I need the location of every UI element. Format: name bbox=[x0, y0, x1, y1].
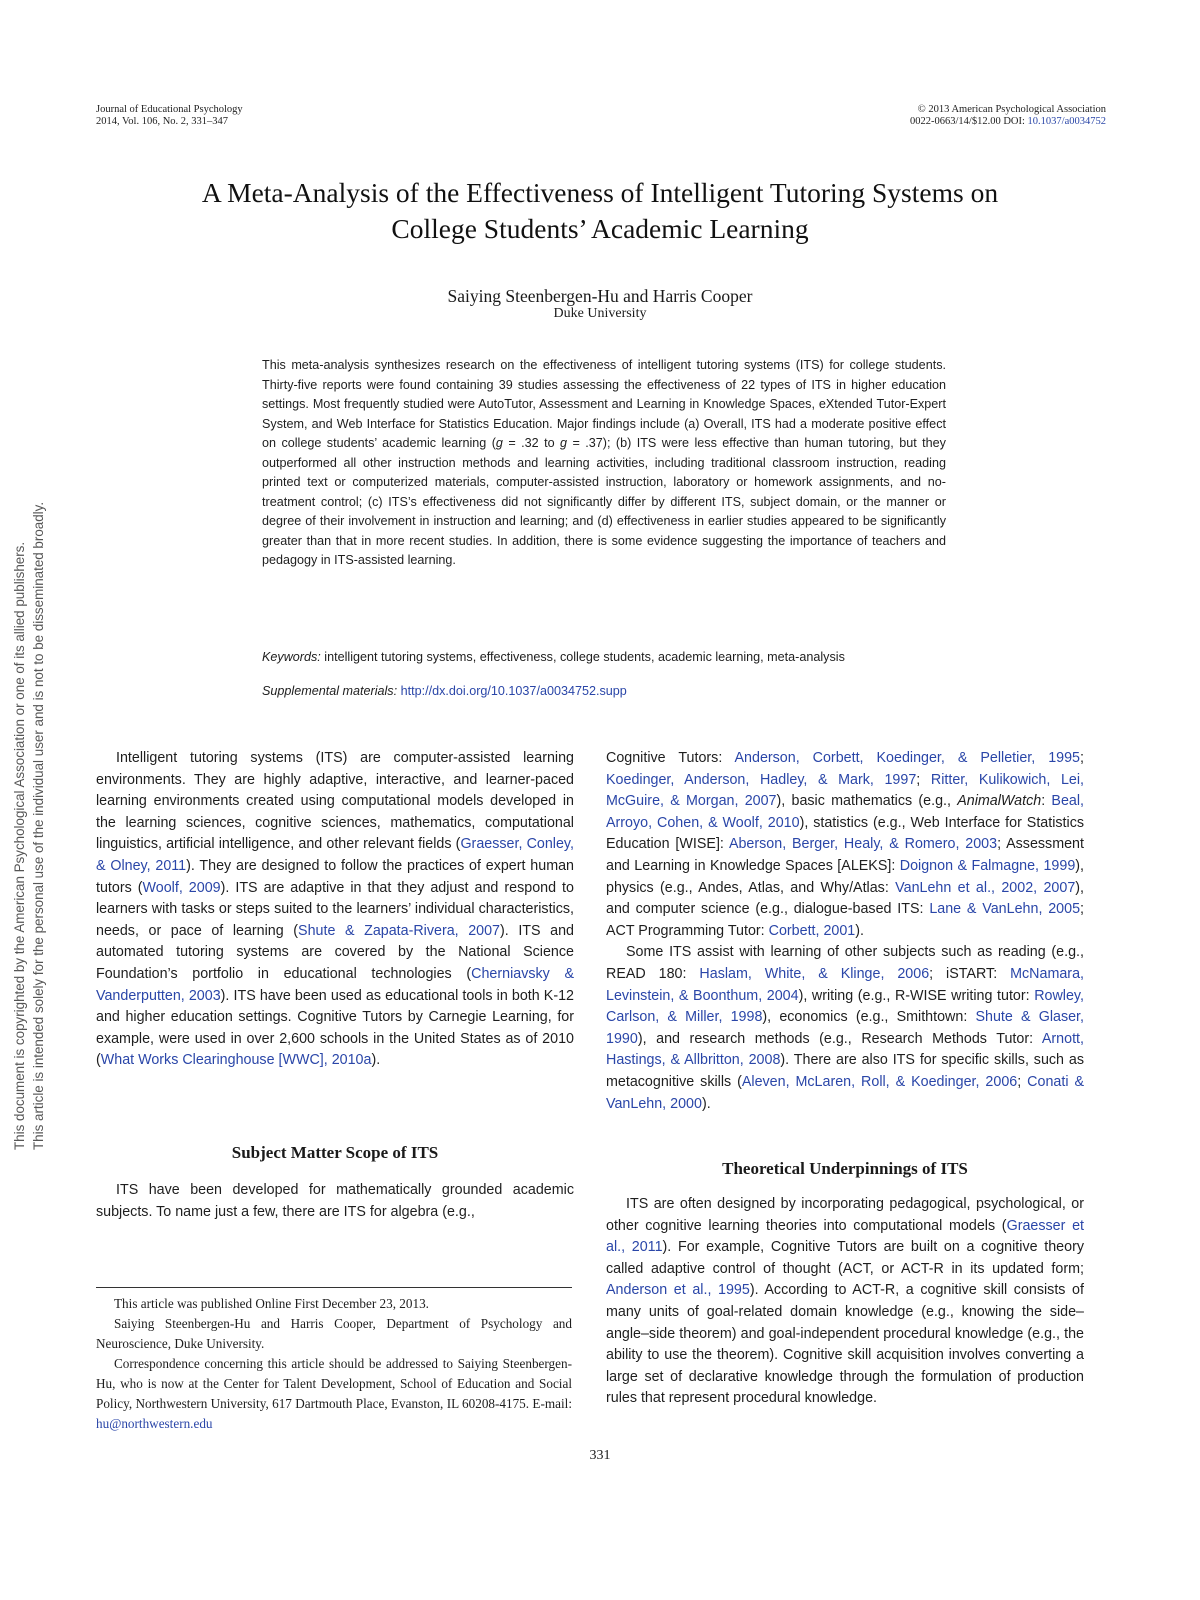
text: ). For example, Cognitive Tutors are built on a cognitive theory called adaptive control of thought (ACT, or ACT-R in its updated form; bbox=[606, 1239, 1084, 1277]
text: ), and computer science (e.g., dialogue-based ITS: bbox=[606, 879, 1085, 918]
intro-paragraph bbox=[96, 748, 574, 1072]
keywords-label: Keywords: bbox=[262, 650, 321, 664]
citation-link[interactable]: Ritter, Kulikowich, Lei, McGuire, & Morgan, 2007 bbox=[606, 771, 1084, 810]
text: ), statistics (e.g., Web Interface for Statistics Education [WISE]: bbox=[606, 814, 1084, 853]
citation-link[interactable]: Doignon & Falmagne, 1999 bbox=[899, 857, 1076, 874]
text: : bbox=[1041, 793, 1052, 810]
citation-link[interactable]: Anderson, Corbett, Koedinger, & Pelletier, 1995 bbox=[734, 750, 1081, 766]
abstract-g-symbol: g bbox=[560, 436, 568, 450]
citation-link[interactable]: VanLehn et al., 2002, 2007 bbox=[895, 879, 1076, 896]
abstract-part-1: This meta-analysis synthesizes research on the effectiveness of intelligent tutoring systems (ITS) for college students. Thirty-five reports were found containing 39 studies assessing the effectiveness of 22 types of ITS in higher education settings. Most frequently studied were AutoTutor, Assessment and Learning in Knowledge Spaces, eXtended Tutor-Expert System, and Web Interface for Statistics Education. Major findings include (a) Overall, ITS had a moderate positive effect on college students’ academic learning ( bbox=[262, 358, 946, 450]
journal-name: Journal of Educational Psychology bbox=[96, 104, 243, 115]
body-right-column-continued bbox=[606, 1194, 1084, 1410]
doi-line bbox=[910, 116, 1106, 128]
footnotes bbox=[96, 1294, 572, 1434]
side-notice-line-1: This document is copyrighted by the American Psychological Association or one of its allied publishers. bbox=[12, 541, 27, 1150]
text: ). ITS and automated tutoring systems are covered by the National Science Foundation’s portfolio in educational technologies ( bbox=[96, 922, 574, 982]
text: Cognitive Tutors: bbox=[606, 750, 735, 766]
section-heading-theoretical: Theoretical Underpinnings of ITS bbox=[722, 1159, 968, 1178]
subject-matter-paragraph: ITS have been developed for mathematically grounded academic subjects. To name just a few, there are ITS for algebra (e.g., bbox=[96, 1182, 574, 1220]
keywords-text: intelligent tutoring systems, effectiveness, college students, academic learning, meta-analysis bbox=[320, 650, 845, 664]
citation-link[interactable]: McNamara, Levinstein, & Boonthum, 2004 bbox=[606, 965, 1084, 1004]
supplemental-link[interactable]: http://dx.doi.org/10.1037/a0034752.supp bbox=[400, 684, 627, 698]
running-header-left bbox=[96, 104, 243, 128]
text: ), writing (e.g., R-WISE writing tutor: bbox=[798, 987, 1035, 1004]
text: ; Assessment and Learning in Knowledge Spaces [ALEKS]: bbox=[606, 836, 1084, 874]
citation-link[interactable]: Conati & VanLehn, 2000 bbox=[606, 1073, 1084, 1112]
text: ), physics (e.g., Andes, Atlas, and Why/Atlas: bbox=[606, 857, 1085, 896]
subject-paragraph-continued bbox=[606, 748, 1084, 942]
doi-prefix: 0022-0663/14/$12.00 DOI: bbox=[910, 116, 1028, 127]
text: ITS are often designed by incorporating pedagogical, psychological, or other cognitive learning theories into computational models ( bbox=[606, 1196, 1084, 1234]
body-left-column-continued bbox=[96, 1180, 574, 1223]
keywords bbox=[262, 648, 946, 667]
text: Correspondence concerning this article should be addressed to Saiying Steenbergen-Hu, who is now at the Center for Talent Development, School of Education and Social Policy, Northwestern University, 617 Dartmouth Place, Evanston, IL 60208-4175. E-mail: bbox=[96, 1356, 572, 1411]
body-right-column bbox=[606, 748, 1084, 1115]
citation-link[interactable]: Woolf, 2009 bbox=[142, 879, 221, 896]
citation-link[interactable]: Cherniavsky & Vanderputten, 2003 bbox=[96, 965, 574, 1004]
text: ), and research methods (e.g., Research Methods Tutor: bbox=[637, 1030, 1042, 1047]
footnote-affiliation: Saiying Steenbergen-Hu and Harris Cooper, Department of Psychology and Neuroscience, Duke University. bbox=[96, 1316, 572, 1351]
text: ; bbox=[1080, 750, 1084, 766]
other-subjects-paragraph bbox=[606, 942, 1084, 1115]
text: Intelligent tutoring systems (ITS) are computer-assisted learning environments. They are highly adaptive, interactive, and learner-paced learning environments created using computational models developed in the learning sciences, cognitive sciences, mathematics, computational linguistics, artificial intelligence, and other relevant fields ( bbox=[96, 750, 574, 853]
citation-link[interactable]: Aleven, McLaren, Roll, & Koedinger, 2006 bbox=[741, 1073, 1018, 1090]
abstract-part-3: = .37); (b) ITS were less effective than human tutoring, but they outperformed all other instruction methods and learning activities, including traditional classroom instruction, reading printed text or computerized materials, computer-assisted instruction, laboratory or homework assignments, and no-treatment control; (c) ITS’s effectiveness did not significantly differ by different ITS, subject domain, or the manner or degree of their involvement in instruction and learning; and (d) effectiveness in earlier studies appeared to be significantly greater than that in more recent studies. In addition, there is some evidence suggesting the importance of teachers and pedagogy in ITS-assisted learning. bbox=[262, 436, 946, 567]
text: ). ITS are adaptive in that they adjust and respond to learners with tasks or steps suited to the learners’ individual characteristics, needs, or pace of learning ( bbox=[96, 879, 574, 939]
title-line-1: A Meta-Analysis of the Effectiveness of Intelligent Tutoring Systems on bbox=[201, 177, 999, 208]
text: ). bbox=[855, 922, 864, 939]
theory-paragraph bbox=[606, 1194, 1084, 1410]
author-affiliation: Duke University bbox=[553, 306, 647, 321]
footnote-divider bbox=[96, 1287, 572, 1288]
running-header-right bbox=[910, 104, 1106, 128]
page-number: 331 bbox=[589, 1448, 611, 1463]
text: ). bbox=[371, 1052, 381, 1069]
abstract bbox=[262, 356, 946, 571]
citation-link[interactable]: Corbett, 2001 bbox=[768, 922, 856, 939]
citation-link[interactable]: What Works Clearinghouse [WWC], 2010a bbox=[100, 1052, 372, 1069]
copyright-side-notice bbox=[10, 390, 48, 1150]
citation-link[interactable]: Arnott, Hastings, & Allbritton, 2008 bbox=[606, 1030, 1084, 1069]
side-notice-line-2: This article is intended solely for the personal use of the individual user and is not to be disseminated broadly. bbox=[31, 501, 46, 1150]
text: ; iSTART: bbox=[929, 965, 1011, 982]
footnote-published: This article was published Online First December 23, 2013. bbox=[114, 1296, 429, 1311]
citation-link[interactable]: Graesser, Conley, & Olney, 2011 bbox=[96, 836, 574, 874]
citation-link[interactable]: Anderson et al., 1995 bbox=[606, 1282, 750, 1299]
footnote-correspondence bbox=[96, 1354, 572, 1434]
text: ). They are designed to follow the practices of expert human tutors ( bbox=[96, 857, 575, 896]
text: ). According to ACT-R, a cognitive skill consists of many units of goal-related domain knowledge (e.g., knowing the side–angle–side theorem) and goal-independent procedural knowledge (e.g., the ability to use the theorem). Cognitive skill acquisition involves converting a large set of declarative knowledge through the formulation of production rules that represent procedural knowledge. bbox=[606, 1282, 1084, 1407]
journal-volume: 2014, Vol. 106, No. 2, 331–347 bbox=[96, 116, 229, 127]
citation-link[interactable]: Graesser et al., 2011 bbox=[606, 1217, 1084, 1256]
citation-link[interactable]: Rowley, Carlson, & Miller, 1998 bbox=[606, 987, 1084, 1026]
doi-link[interactable]: 10.1037/a0034752 bbox=[1027, 116, 1106, 127]
italic-name: AnimalWatch bbox=[957, 793, 1042, 810]
text: ). ITS have been used as educational tools in both K-12 and higher education settings. Cognitive Tutors by Carnegie Learning, for example, were used in over 2,600 schools in the United States as of 2010 ( bbox=[96, 987, 574, 1069]
author-names: Saiying Steenbergen-Hu and Harris Cooper bbox=[447, 286, 753, 306]
text: ). There are also ITS for specific skills, such as metacognitive skills ( bbox=[606, 1052, 1084, 1090]
email-link[interactable]: hu@northwestern.edu bbox=[96, 1416, 213, 1431]
text: ), economics (e.g., Smithtown: bbox=[762, 1009, 976, 1026]
citation-link[interactable]: Shute & Glaser, 1990 bbox=[606, 1009, 1084, 1047]
article-title bbox=[100, 175, 1100, 247]
supplemental-label: Supplemental materials: bbox=[262, 684, 398, 698]
citation-link[interactable]: Beal, Arroyo, Cohen, & Woolf, 2010 bbox=[606, 793, 1084, 831]
supplemental-materials bbox=[262, 682, 946, 701]
text: ), basic mathematics (e.g., bbox=[776, 793, 958, 810]
citation-link[interactable]: Koedinger, Anderson, Hadley, & Mark, 1997 bbox=[606, 771, 917, 788]
text: ; ACT Programming Tutor: bbox=[606, 901, 1085, 939]
abstract-g-symbol: g bbox=[495, 436, 503, 450]
copyright-line: © 2013 American Psychological Association bbox=[917, 104, 1106, 115]
abstract-part-2: = .32 to bbox=[502, 436, 561, 450]
title-line-2: College Students’ Academic Learning bbox=[391, 213, 809, 244]
text: ). bbox=[701, 1095, 711, 1112]
citation-link[interactable]: Aberson, Berger, Healy, & Romero, 2003 bbox=[728, 836, 998, 853]
citation-link[interactable]: Haslam, White, & Klinge, 2006 bbox=[699, 965, 930, 982]
citation-link[interactable]: Lane & VanLehn, 2005 bbox=[929, 901, 1081, 918]
citation-link[interactable]: Shute & Zapata-Rivera, 2007 bbox=[298, 922, 501, 939]
text: Some ITS assist with learning of other subjects such as reading (e.g., READ 180: bbox=[606, 944, 1084, 982]
body-left-column bbox=[96, 748, 574, 1072]
section-heading-subject-matter: Subject Matter Scope of ITS bbox=[231, 1143, 439, 1162]
text: ; bbox=[1017, 1073, 1028, 1090]
text: ; bbox=[916, 771, 931, 788]
